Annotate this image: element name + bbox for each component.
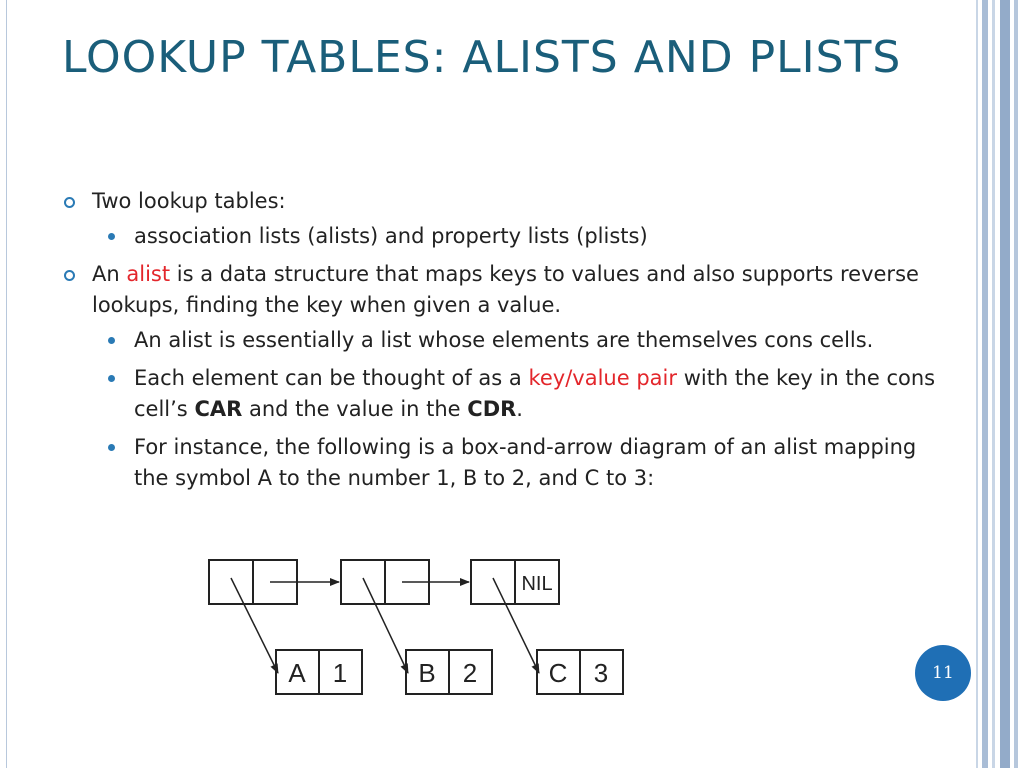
sub-bullet-alists-plists bbox=[92, 221, 942, 252]
sub-bullet-post: . bbox=[516, 397, 523, 421]
slide-body bbox=[62, 186, 942, 501]
hollow-circle-bullet-icon bbox=[64, 197, 75, 208]
pair-key-a: A bbox=[288, 658, 306, 688]
nil-label: NIL bbox=[521, 573, 553, 595]
left-frame-line bbox=[6, 0, 7, 768]
sub-bullet-cons-cells bbox=[92, 325, 942, 356]
dot-bullet-icon bbox=[108, 375, 115, 382]
sub-bullet-diagram-intro bbox=[92, 432, 942, 494]
box-and-arrow-diagram bbox=[200, 556, 640, 706]
sub-bullet-mid2: and the value in the bbox=[242, 397, 468, 421]
decorative-side-stripes bbox=[976, 0, 1024, 768]
bullet-alist-definition bbox=[62, 259, 942, 494]
pair-key-b: B bbox=[418, 658, 436, 688]
bullet-lookup-tables bbox=[62, 186, 942, 252]
slide-title: LOOKUP TABLES: ALISTS AND PLISTS bbox=[62, 32, 902, 83]
sub-bullet-pre: Each element can be thought of as a bbox=[134, 366, 529, 390]
pair-value-2: 2 bbox=[462, 658, 478, 688]
hollow-circle-bullet-icon bbox=[64, 270, 75, 281]
sub-bullet-mid: with the key in the cons cell’s bbox=[134, 366, 936, 421]
sub-bullet-text: association lists (alists) and property lists (plists) bbox=[134, 224, 648, 248]
dot-bullet-icon bbox=[108, 444, 115, 451]
sub-bullet-key-value bbox=[92, 363, 942, 425]
dot-bullet-icon bbox=[108, 233, 115, 240]
highlight-alist: alist bbox=[126, 262, 171, 286]
bold-car: CAR bbox=[194, 397, 243, 421]
dot-bullet-icon bbox=[108, 337, 115, 344]
pair-value-1: 1 bbox=[332, 658, 348, 688]
highlight-key-value-pair: key/value pair bbox=[528, 366, 678, 390]
sub-bullet-text: An alist is essentially a list whose elements are themselves cons cells. bbox=[134, 328, 874, 352]
bold-cdr: CDR bbox=[467, 397, 517, 421]
bullet-text-pre: An bbox=[92, 262, 127, 286]
bullet-text-post: is a data structure that maps keys to values and also supports reverse lookups, finding the key when given a value. bbox=[92, 262, 919, 317]
bullet-text: Two lookup tables: bbox=[92, 189, 286, 213]
pair-value-3: 3 bbox=[593, 658, 609, 688]
page-number-badge: 11 bbox=[915, 645, 971, 701]
sub-bullet-text: For instance, the following is a box-and-arrow diagram of an alist mapping the symbol A to the number 1, B to 2, and C to 3: bbox=[134, 435, 917, 490]
pair-key-c: C bbox=[548, 658, 568, 688]
